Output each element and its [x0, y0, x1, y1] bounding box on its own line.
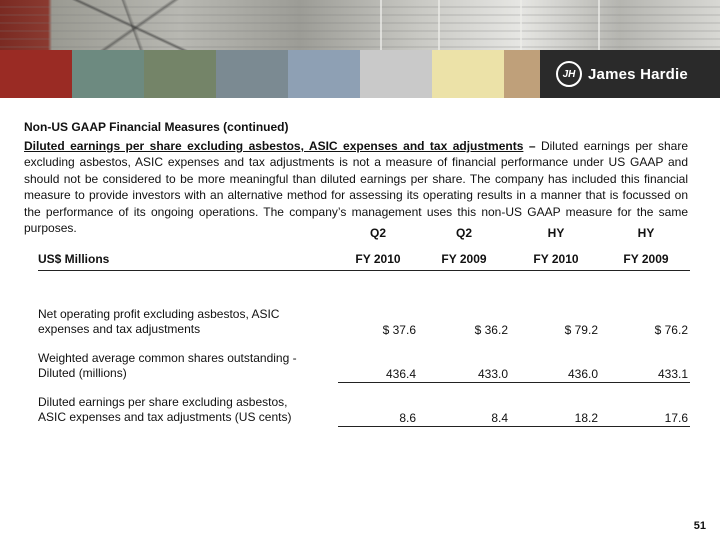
- table-cell: $ 36.2: [474, 323, 508, 337]
- table-cell: 8.4: [418, 390, 510, 426]
- house-photo-strip: [0, 0, 720, 50]
- james-hardie-logo-icon: JH: [556, 61, 582, 87]
- column-year: FY 2009: [602, 240, 690, 270]
- brand-block: [540, 50, 720, 98]
- color-swatch: [72, 50, 144, 98]
- paragraph-dash: –: [523, 139, 541, 153]
- table-header-row: [38, 240, 690, 270]
- column-period: HY: [547, 226, 565, 240]
- color-swatch: [360, 50, 432, 98]
- row-label: Diluted earnings per share excluding asbestos, ASIC expenses and tax adjustments (US cents): [38, 395, 292, 424]
- row-label: Net operating profit excluding asbestos, ASIC expenses and tax adjustments: [38, 307, 280, 336]
- table-cell: 433.0: [418, 346, 510, 382]
- table-row: [38, 390, 690, 426]
- color-swatch: [0, 50, 72, 98]
- table-cell: $ 79.2: [564, 323, 598, 337]
- table-header-row: [38, 218, 690, 240]
- table-cell: 436.4: [338, 346, 418, 382]
- column-period: HY: [637, 226, 655, 240]
- color-swatch: [144, 50, 216, 98]
- row-label-header: US$ Millions: [38, 240, 338, 270]
- window-frame-graphic: [520, 0, 600, 50]
- table-cell: $ 37.6: [382, 323, 416, 337]
- table-cell: 18.2: [510, 390, 602, 426]
- financial-table: [38, 218, 690, 427]
- paragraph-body: Diluted earnings per share excluding asbestos, ASIC expenses and tax adjustments is not a measure of financial performance under US GAAP and should not be considered to be more meaningful than diluted earnings per share. The company has included this financial measure to provide investors with an alternative method for assessing its operating results in a manner that is focussed on the performance of its ongoing operations. The company’s management uses this non-US GAAP measure for the same purposes.: [24, 139, 689, 236]
- table-cell: 17.6: [602, 390, 690, 426]
- table-row: [38, 302, 690, 338]
- tree-branch-graphic: [60, 0, 210, 50]
- column-year: FY 2009: [418, 240, 510, 270]
- window-frame-graphic: [380, 0, 440, 50]
- slide-title: Non-US GAAP Financial Measures (continued): [24, 120, 289, 134]
- column-period: Q2: [455, 226, 472, 240]
- table-cell: 433.1: [602, 346, 690, 382]
- row-label: Weighted average common shares outstanding - Diluted (millions): [38, 351, 297, 380]
- color-swatch: [216, 50, 288, 98]
- column-year: FY 2010: [338, 240, 418, 270]
- table-cell: 8.6: [338, 390, 418, 426]
- table-cell: 436.0: [510, 346, 602, 382]
- header-banner: [0, 0, 720, 98]
- column-year: FY 2010: [510, 240, 602, 270]
- brand-name: James Hardie: [588, 65, 688, 83]
- color-swatch: [288, 50, 360, 98]
- table-cell: $ 76.2: [654, 323, 688, 337]
- page-number: 51: [693, 520, 706, 532]
- paragraph-lead: Diluted earnings per share excluding asbestos, ASIC expenses and tax adjustments: [24, 139, 524, 153]
- column-period: Q2: [369, 226, 386, 240]
- table-row: [38, 346, 690, 382]
- color-swatch: [432, 50, 504, 98]
